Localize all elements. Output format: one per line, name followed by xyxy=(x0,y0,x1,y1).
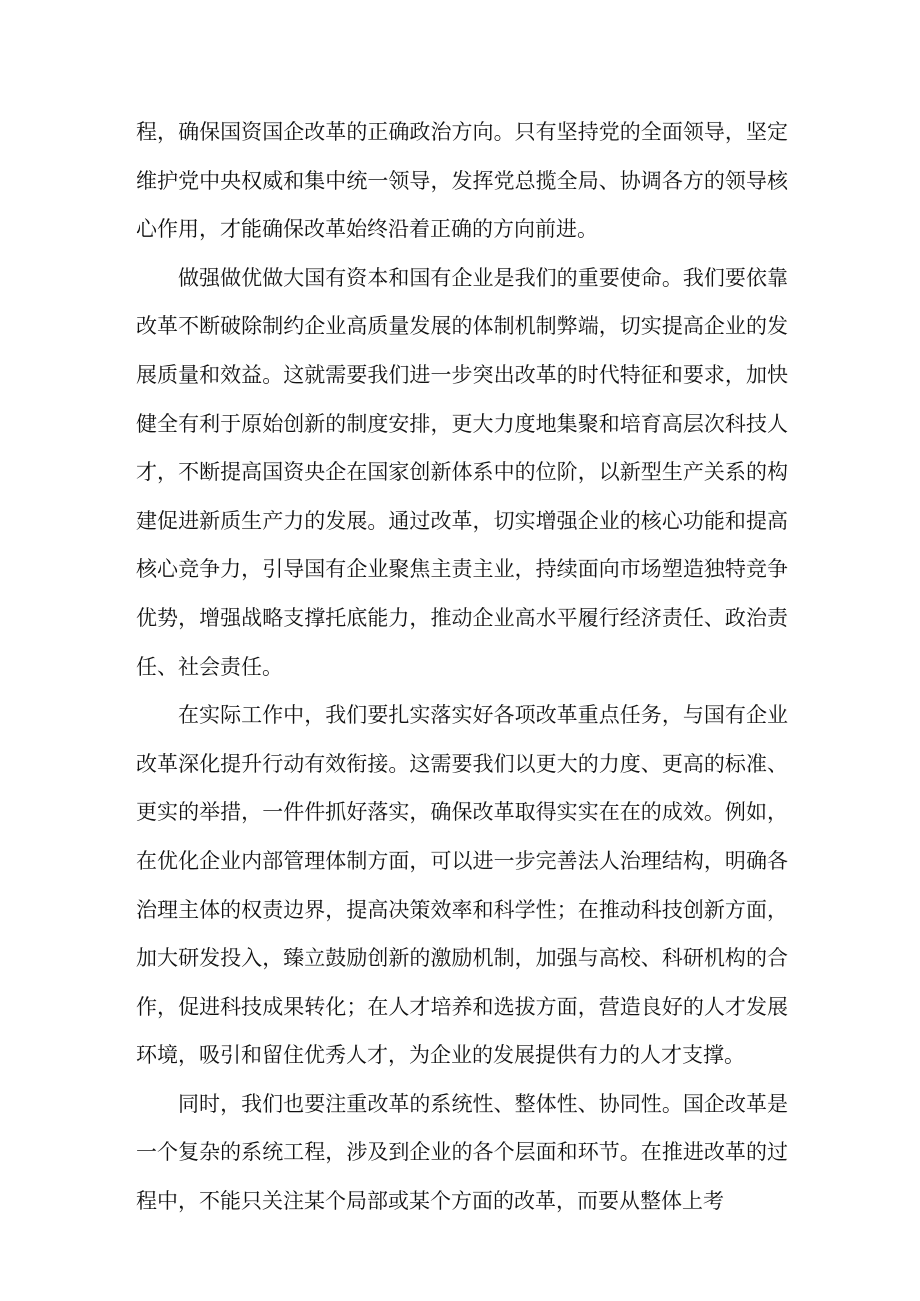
paragraph-mission: 做强做优做大国有资本和国有企业是我们的重要使命。我们要依靠改革不断破除制约企业高质量发展的体制机制弊端，切实提高企业的发展质量和效益。这就需要我们进一步突出改革的时代特征和要求，加快健全有利于原始创新的制度安排，更大力度地集聚和培育高层次科技人才，不断提高国资央企在国家创新体系中的位阶，以新型生产关系的构建促进新质生产力的发展。通过改革，切实增强企业的核心功能和提高核心竞争力，引导国有企业聚焦主责主业，持续面向市场塑造独特竞争优势，增强战略支撑托底能力，推动企业高水平履行经济责任、政治责任、社会责任。 xyxy=(136,265,788,679)
document-body xyxy=(136,108,788,1226)
paragraph-continued: 程，确保国资国企改革的正确政治方向。只有坚持党的全面领导，坚定维护党中央权威和集中统一领导，发挥党总揽全局、协调各方的领导核心作用，才能确保改革始终沿着正确的方向前进。 xyxy=(136,120,788,242)
paragraph-systematic: 同时，我们也要注重改革的系统性、整体性、协同性。国企改革是一个复杂的系统工程，涉及到企业的各个层面和环节。在推进改革的过程中，不能只关注某个局部或某个方面的改革，而要从整体上考 xyxy=(136,1091,788,1214)
paragraph-practice: 在实际工作中，我们要扎实落实好各项改革重点任务，与国有企业改革深化提升行动有效衔接。这需要我们以更大的力度、更高的标准、更实的举措，一件件抓好落实，确保改革取得实实在在的成效。例如，在优化企业内部管理体制方面，可以进一步完善法人治理结构，明确各治理主体的权责边界，提高决策效率和科学性；在推动科技创新方面，加大研发投入，臻立鼓励创新的激励机制，加强与高校、科研机构的合作，促进科技成果转化；在人才培养和选拔方面，营造良好的人才发展环境，吸引和留住优秀人才，为企业的发展提供有力的人才支撑。 xyxy=(136,703,788,1068)
